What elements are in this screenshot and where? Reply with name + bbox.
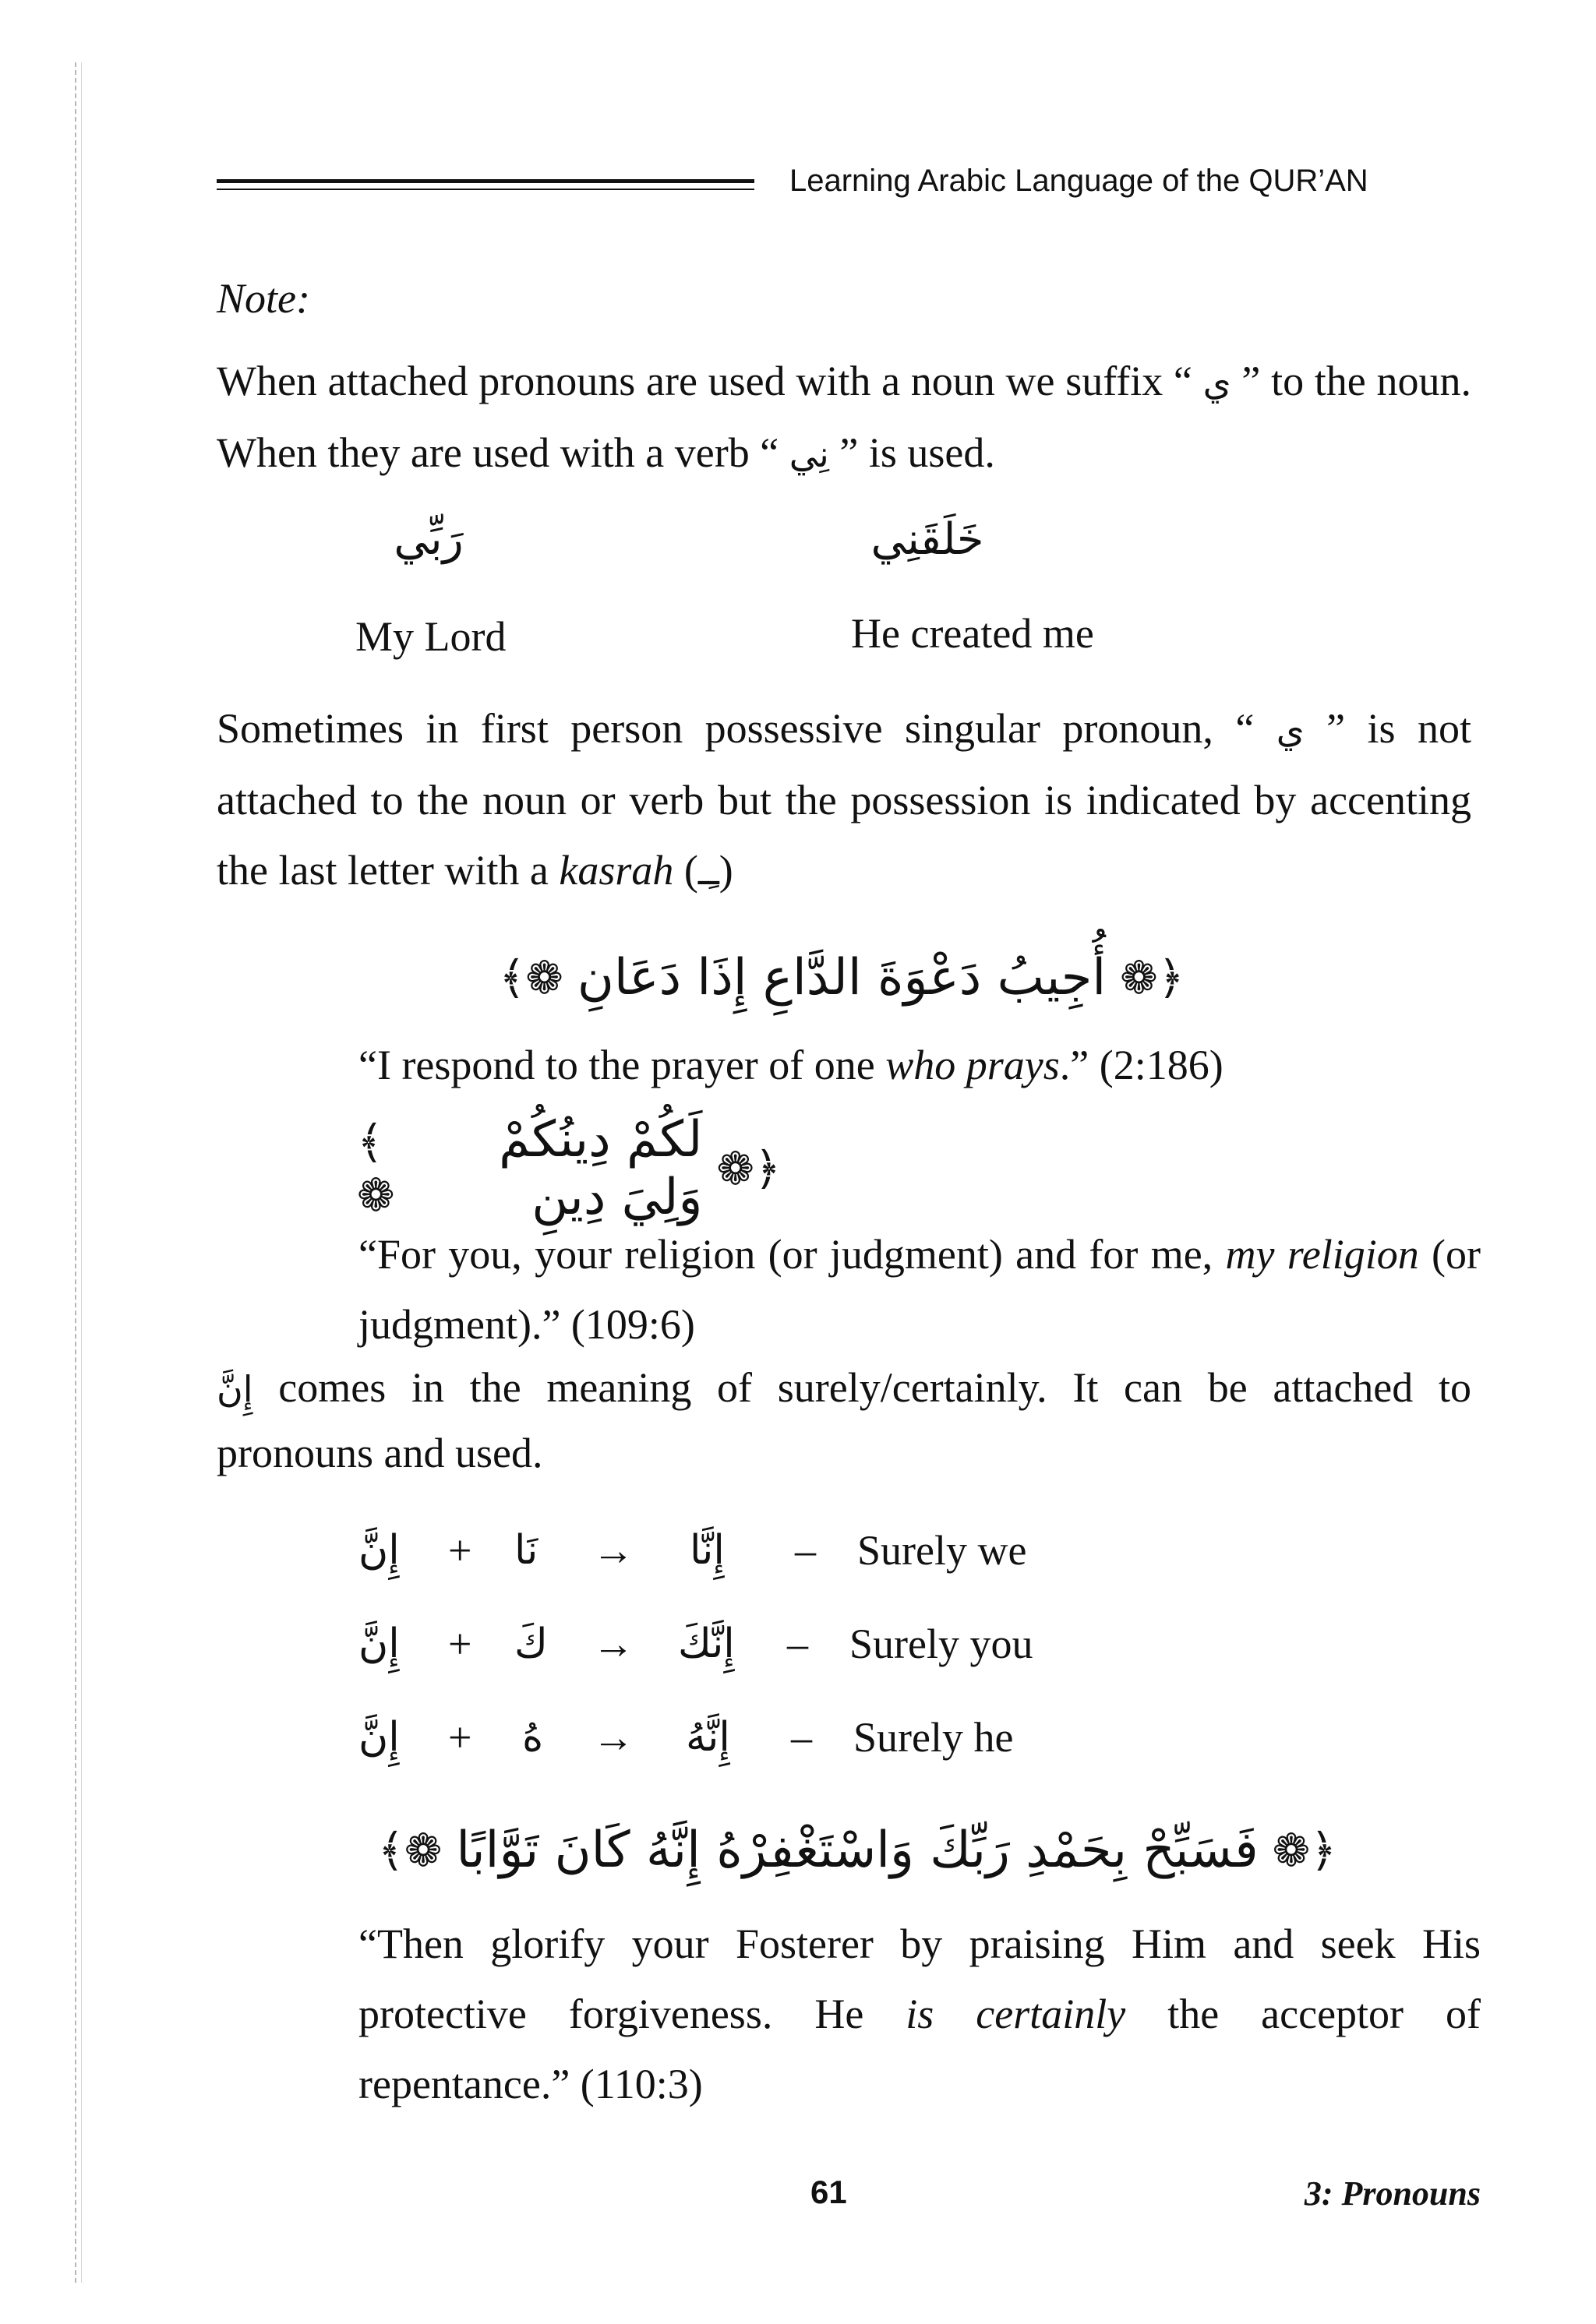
combo-result-arabic: إِنَّهُ: [686, 1714, 730, 1761]
verse-3-translation: [358, 1909, 1481, 2119]
verse-1: [343, 935, 1340, 1021]
noun-suffix-arabic: ي: [1202, 361, 1231, 404]
note-paragraph: [217, 346, 1471, 489]
verse-close-ornament: [343, 1116, 418, 1222]
combo-meaning: Surely we: [857, 1527, 1027, 1574]
dash: –: [795, 1527, 816, 1574]
combo-pronoun-arabic: كَ: [514, 1620, 548, 1667]
combo-row-surely-you: [358, 1605, 1372, 1683]
example-gloss-my-lord: My Lord: [355, 613, 507, 660]
kasrah-text-2: ” is not attached to the noun or verb but the possession is indicated by accenting the last letter with a: [217, 705, 1471, 894]
example-gloss-he-created-me: He created me: [851, 610, 1094, 657]
scan-edge-line: [75, 62, 76, 2283]
verb-suffix-arabic: نِي: [789, 433, 829, 475]
page-number: 61: [810, 2174, 847, 2210]
scan-edge-line-inner: [81, 62, 82, 2283]
plus-sign: +: [448, 1620, 472, 1667]
verse-2-translation-emphasis: my religion: [1225, 1231, 1419, 1278]
combo-meaning: Surely you: [849, 1620, 1033, 1667]
star-ornament-icon: ❁: [357, 1169, 395, 1222]
verse-3-translation-emphasis: is certainly: [906, 1991, 1126, 2037]
verse-3-translation-text-1: “Then glorify your Fosterer by praising Him and seek His protective forgiveness. He: [358, 1920, 1481, 2037]
verse-2-translation-text-2: (or judgment).” (109:6): [358, 1231, 1481, 1348]
kasrah-text-4: ): [719, 847, 733, 894]
note-text-2: ” to the noun. When they are used with a verb “: [217, 358, 1471, 476]
combo-result-arabic: إِنَّا: [690, 1527, 725, 1574]
arrow-right-icon: →: [592, 1714, 634, 1761]
verse-close-ornament: [364, 1824, 457, 1877]
verse-open-ornament: [1259, 1824, 1351, 1877]
verse-3: [358, 1800, 1356, 1901]
star-ornament-icon: ❁: [1272, 1824, 1311, 1877]
combo-result-arabic: إِنَّكَ: [678, 1620, 735, 1667]
verse-1-translation-emphasis: who prays: [885, 1042, 1060, 1088]
kasrah-text-1: Sometimes in first person possessive singular pronoun, “: [217, 705, 1276, 752]
dash: –: [791, 1714, 812, 1761]
bracket-open-icon: ﴿: [754, 1142, 781, 1195]
combo-pronoun-arabic: نَا: [514, 1527, 538, 1574]
verse-1-translation-text-2: .” (2:186): [1059, 1042, 1223, 1088]
verse-open-ornament: [1106, 951, 1199, 1004]
plus-sign: +: [448, 1527, 472, 1574]
arrow-right-icon: →: [592, 1620, 634, 1667]
combo-base-arabic: إِنَّ: [358, 1527, 400, 1574]
combo-pronoun-arabic: هُ: [522, 1714, 544, 1761]
bracket-open-icon: ﴿: [1157, 951, 1185, 1004]
note-text-1: When attached pronouns are used with a noun we suffix “: [217, 358, 1203, 404]
bracket-open-icon: ﴿: [1310, 1824, 1337, 1877]
example-arabic-khalaqani: خَلَقَنِي: [870, 514, 984, 565]
verse-2-arabic: لَكُمْ دِينُكُمْ وَلِيَ دِينِ: [499, 1111, 703, 1226]
verse-3-arabic: فَسَبِّحْ بِحَمْدِ رَبِّكَ وَاسْتَغْفِرْهُ إِنَّهُ كَانَ تَوَّابًا: [456, 1821, 1259, 1879]
star-ornament-icon: ❁: [716, 1142, 755, 1195]
bracket-close-icon: ﴾: [499, 951, 526, 1004]
kasrah-term: kasrah: [559, 847, 674, 894]
chapter-label: 3: Pronouns: [1304, 2174, 1481, 2213]
star-ornament-icon: ❁: [525, 951, 563, 1004]
kasrah-text-3: (: [673, 847, 698, 894]
bracket-close-icon: ﴾: [377, 1824, 404, 1877]
dash: –: [787, 1620, 808, 1667]
star-ornament-icon: ❁: [1120, 951, 1158, 1004]
arrow-right-icon: →: [592, 1527, 634, 1574]
star-ornament-icon: ❁: [404, 1824, 443, 1877]
inna-text: comes in the meaning of surely/certainly. It can be attached to pronouns and used.: [217, 1364, 1471, 1476]
note-text-3: ” is used.: [828, 429, 995, 476]
possessive-ya-arabic: ي: [1276, 709, 1305, 751]
verse-open-ornament: [702, 1142, 795, 1195]
example-arabic-rabbi: رَبِّي: [394, 514, 464, 565]
inna-arabic: إِنَّ: [217, 1368, 253, 1410]
verse-close-ornament: [485, 951, 577, 1004]
combo-base-arabic: إِنَّ: [358, 1714, 400, 1761]
running-title: Learning Arabic Language of the QUR’AN: [789, 164, 1368, 198]
verse-2: [343, 1111, 795, 1226]
verse-1-translation: [358, 1030, 1481, 1100]
combo-meaning: Surely he: [853, 1714, 1014, 1761]
inna-paragraph: [217, 1356, 1471, 1485]
combo-base-arabic: إِنَّ: [358, 1620, 400, 1667]
page-header: [217, 160, 1481, 207]
bracket-close-icon: ﴾: [357, 1116, 383, 1169]
combo-row-surely-we: [358, 1511, 1372, 1589]
header-rule-thick: [217, 179, 754, 183]
kasrah-paragraph: [217, 693, 1471, 907]
verse-1-arabic: أُجِيبُ دَعْوَةَ الدَّاعِ إِذَا دَعَانِ: [577, 949, 1107, 1007]
verse-1-translation-text-1: “I respond to the prayer of one: [358, 1042, 886, 1088]
verse-2-translation: [358, 1219, 1481, 1359]
note-heading: Note:: [217, 275, 310, 322]
combo-row-surely-he: [358, 1698, 1372, 1776]
plus-sign: +: [448, 1714, 472, 1761]
header-rule-thin: [217, 189, 754, 190]
kasrah-mark: ـِـ: [697, 851, 719, 893]
verse-3-translation-text-2: the acceptor of repentance.” (110:3): [358, 1991, 1481, 2107]
verse-2-translation-text-1: “For you, your religion (or judgment) and for me,: [358, 1231, 1226, 1278]
